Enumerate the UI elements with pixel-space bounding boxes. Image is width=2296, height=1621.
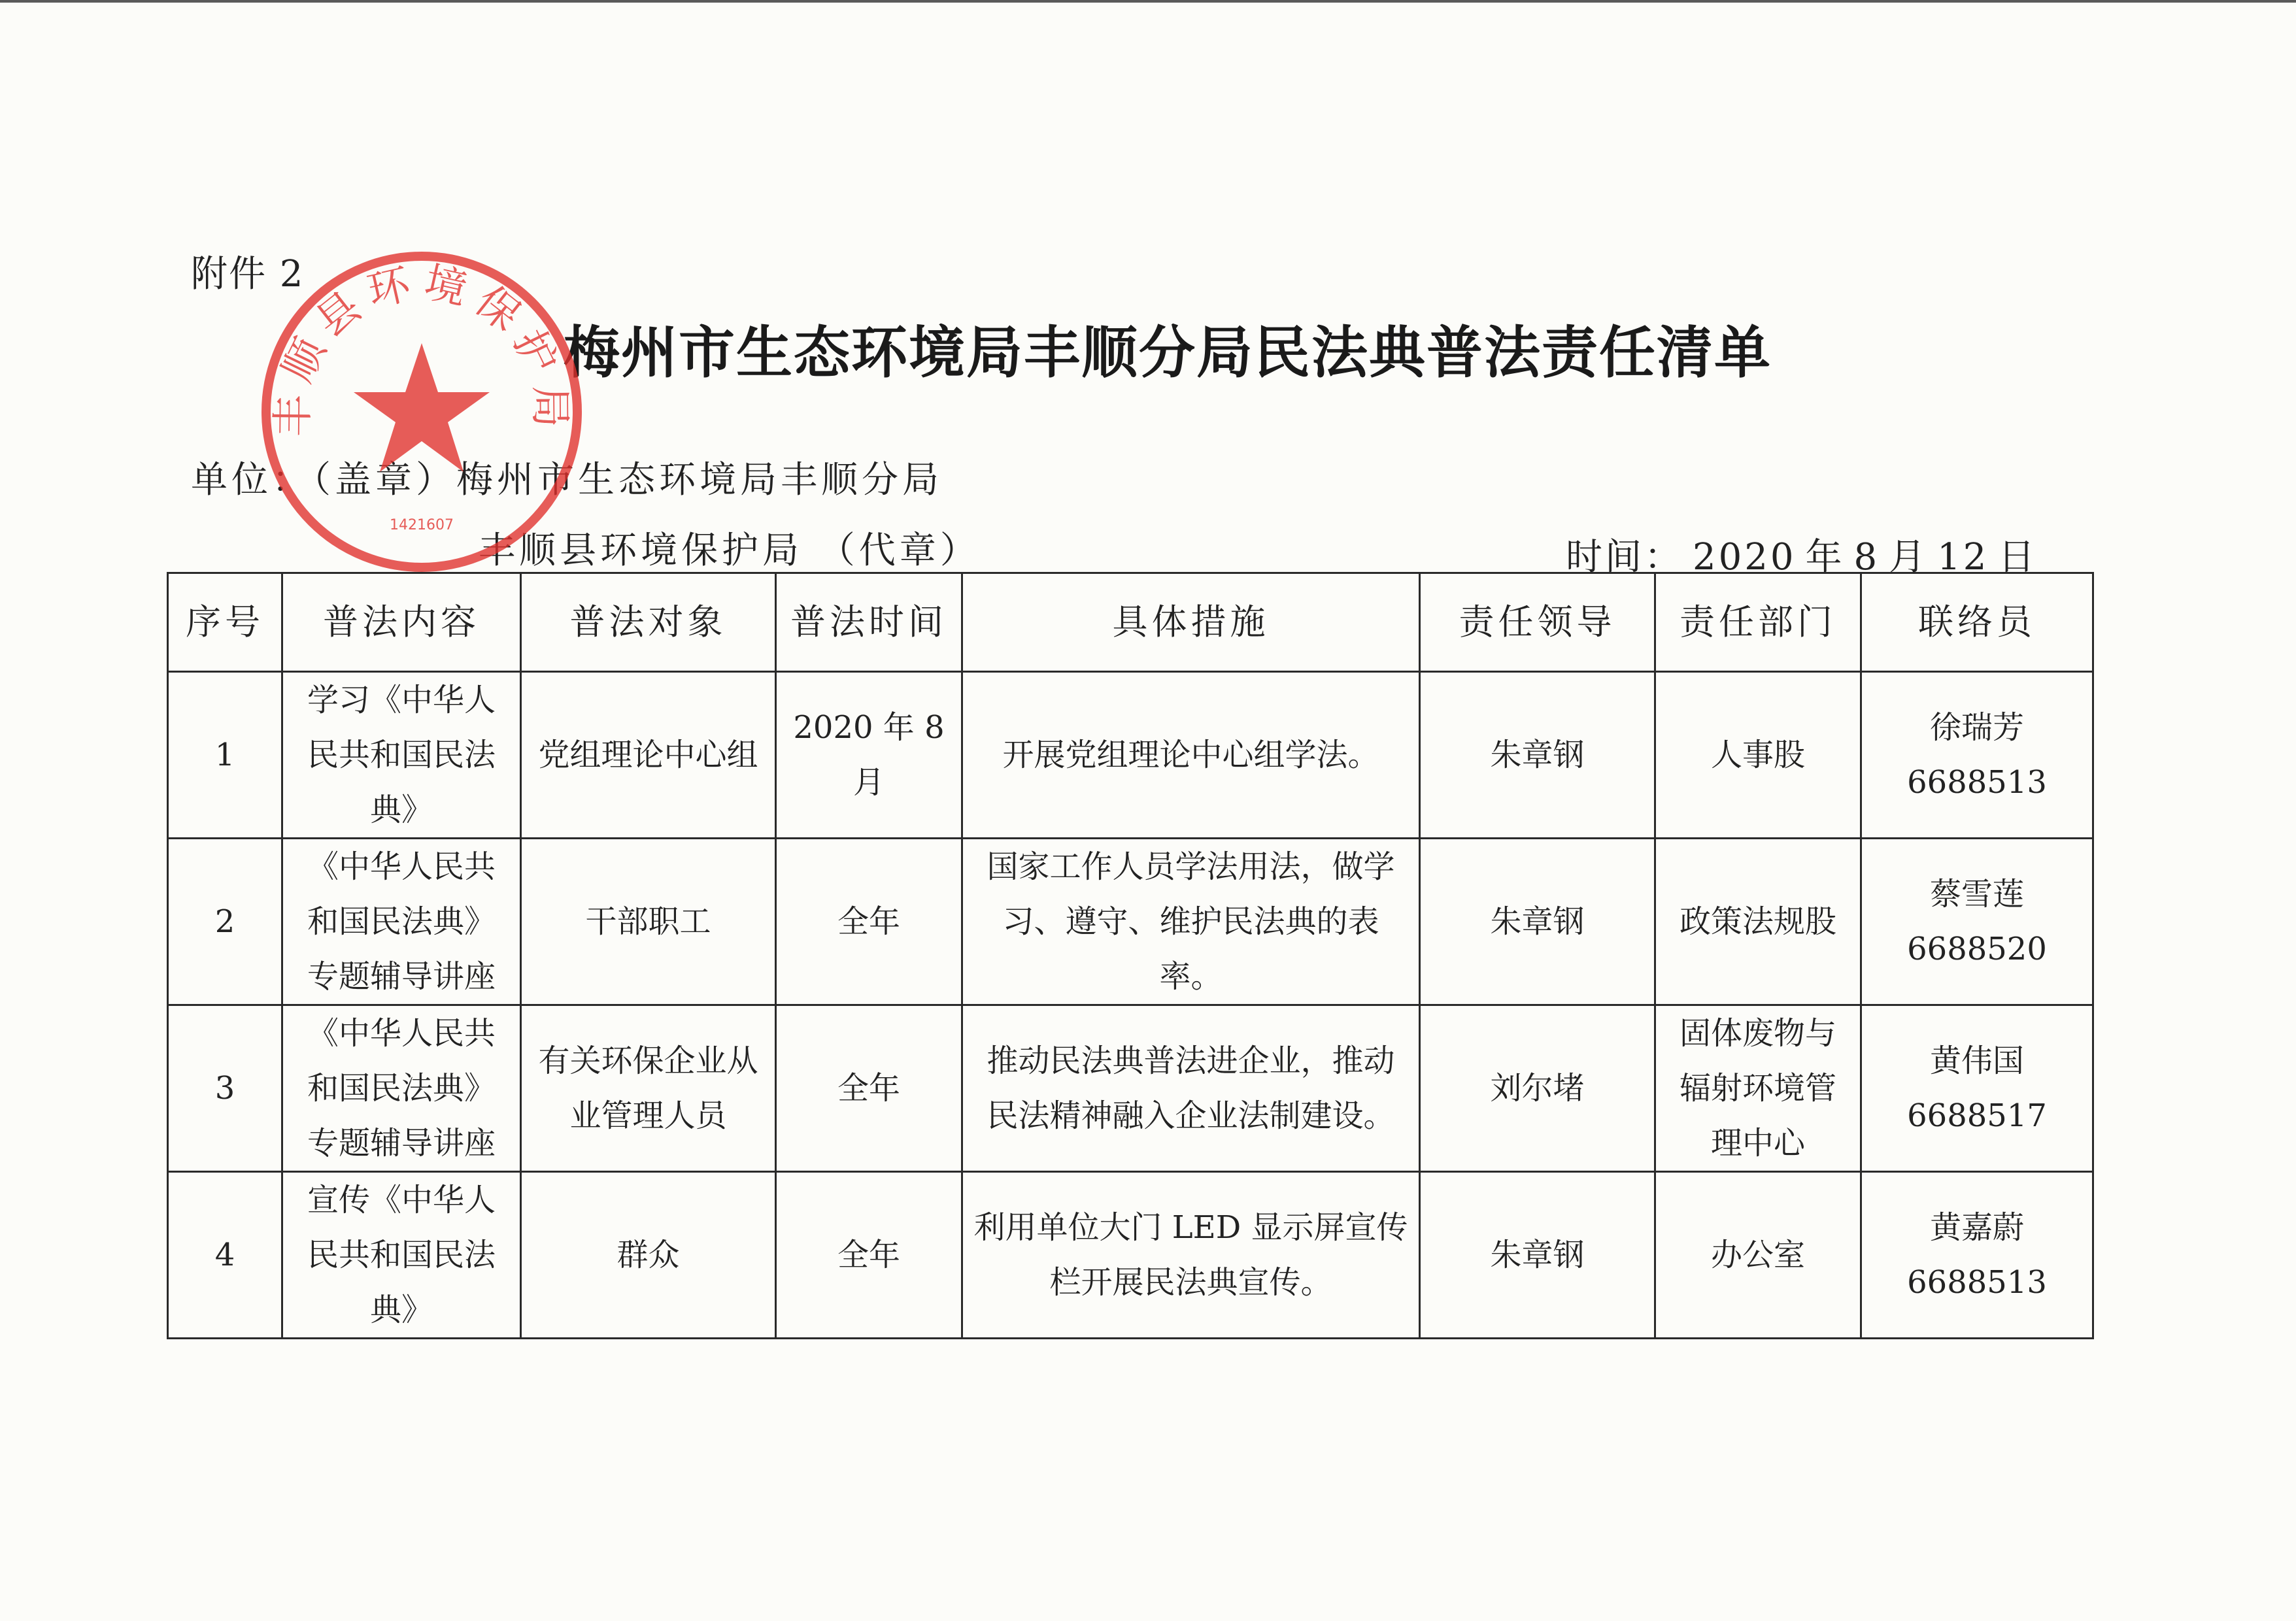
cell-content: 宣传《中华人民共和国民法典》: [282, 1172, 521, 1339]
scan-top-edge: [0, 0, 2296, 3]
contact-phone: 6688520: [1907, 931, 2047, 967]
seal-serial-text: 1421607: [390, 517, 454, 533]
cell-leader: 朱章钢: [1420, 839, 1655, 1005]
contact-name: 黄嘉蔚: [1929, 1209, 2024, 1246]
cell-dept: 人事股: [1655, 672, 1861, 839]
cell-measure: 开展党组理论中心组学法。: [962, 672, 1420, 839]
unit-line-2: 丰顺县环境保护局 （代章）: [479, 529, 981, 572]
cell-content: 《中华人民共和国民法典》专题辅导讲座: [282, 839, 521, 1005]
table-header-row: [168, 573, 2093, 672]
cell-contact: [1861, 1005, 2093, 1172]
cell-target: 群众: [521, 1172, 776, 1339]
cell-content: 《中华人民共和国民法典》专题辅导讲座: [282, 1005, 521, 1172]
seal-star-icon: [354, 343, 490, 472]
cell-leader: 朱章钢: [1420, 1172, 1655, 1339]
cell-contact: [1861, 672, 2093, 839]
cell-leader: 刘尔堵: [1420, 1005, 1655, 1172]
table-row: [168, 1005, 2093, 1172]
header-leader: 责任领导: [1420, 573, 1655, 672]
cell-leader: 朱章钢: [1420, 672, 1655, 839]
header-measure: 具体措施: [962, 573, 1420, 672]
cell-seq: 3: [168, 1005, 282, 1172]
contact-name: 黄伟国: [1929, 1043, 2024, 1079]
cell-seq: 2: [168, 839, 282, 1005]
table-row: [168, 1172, 2093, 1339]
contact-phone: 6688513: [1907, 764, 2047, 801]
header-seq: 序号: [168, 573, 282, 672]
cell-target: 有关环保企业从业管理人员: [521, 1005, 776, 1172]
cell-contact: [1861, 839, 2093, 1005]
cell-seq: 4: [168, 1172, 282, 1339]
cell-measure: 国家工作人员学法用法，做学习、遵守、维护民法典的表率。: [962, 839, 1420, 1005]
contact-phone: 6688517: [1907, 1097, 2047, 1134]
contact-name: 蔡雪莲: [1929, 876, 2024, 912]
cell-time: 全年: [776, 1172, 962, 1339]
seal-ring-text: 丰顺县环境保护局: [269, 258, 575, 437]
cell-dept: 固体废物与辐射环境管理中心: [1655, 1005, 1861, 1172]
date-day-unit: 日: [1998, 536, 2038, 578]
header-dept: 责任部门: [1655, 573, 1861, 672]
table-row: [168, 672, 2093, 839]
unit-line-1: 单位：（盖章）梅州市生态环境局丰顺分局: [191, 459, 943, 501]
cell-measure: 推动民法典普法进企业，推动民法精神融入企业法制建设。: [962, 1005, 1420, 1172]
attachment-label: 附件 2: [191, 253, 305, 295]
official-seal-icon: [258, 248, 585, 575]
responsibility-table: [167, 572, 2094, 1339]
cell-contact: [1861, 1172, 2093, 1339]
header-contact: 联络员: [1861, 573, 2093, 672]
contact-name: 徐瑞芳: [1929, 709, 2024, 746]
cell-time: 全年: [776, 839, 962, 1005]
date-month: 8: [1853, 536, 1880, 578]
contact-phone: 6688513: [1907, 1264, 2047, 1301]
cell-dept: 办公室: [1655, 1172, 1861, 1339]
cell-seq: 1: [168, 672, 282, 839]
date-year: 2020: [1693, 536, 1797, 578]
cell-time: 2020 年 8 月: [776, 672, 962, 839]
cell-target: 党组理论中心组: [521, 672, 776, 839]
cell-content: 学习《中华人民共和国民法典》: [282, 672, 521, 839]
cell-target: 干部职工: [521, 839, 776, 1005]
header-time: 普法时间: [776, 573, 962, 672]
date-prefix: 时间：: [1566, 536, 1683, 578]
table-row: [168, 839, 2093, 1005]
header-target: 普法对象: [521, 573, 776, 672]
document-title: 梅州市生态环境局丰顺分局民法典普法责任清单: [564, 320, 1772, 386]
cell-measure: 利用单位大门 LED 显示屏宣传栏开展民法典宣传。: [962, 1172, 1420, 1339]
date-day: 12: [1937, 536, 1989, 578]
cell-time: 全年: [776, 1005, 962, 1172]
cell-dept: 政策法规股: [1655, 839, 1861, 1005]
date-month-unit: 月: [1889, 536, 1929, 578]
header-content: 普法内容: [282, 573, 521, 672]
date-year-unit: 年: [1805, 536, 1845, 578]
